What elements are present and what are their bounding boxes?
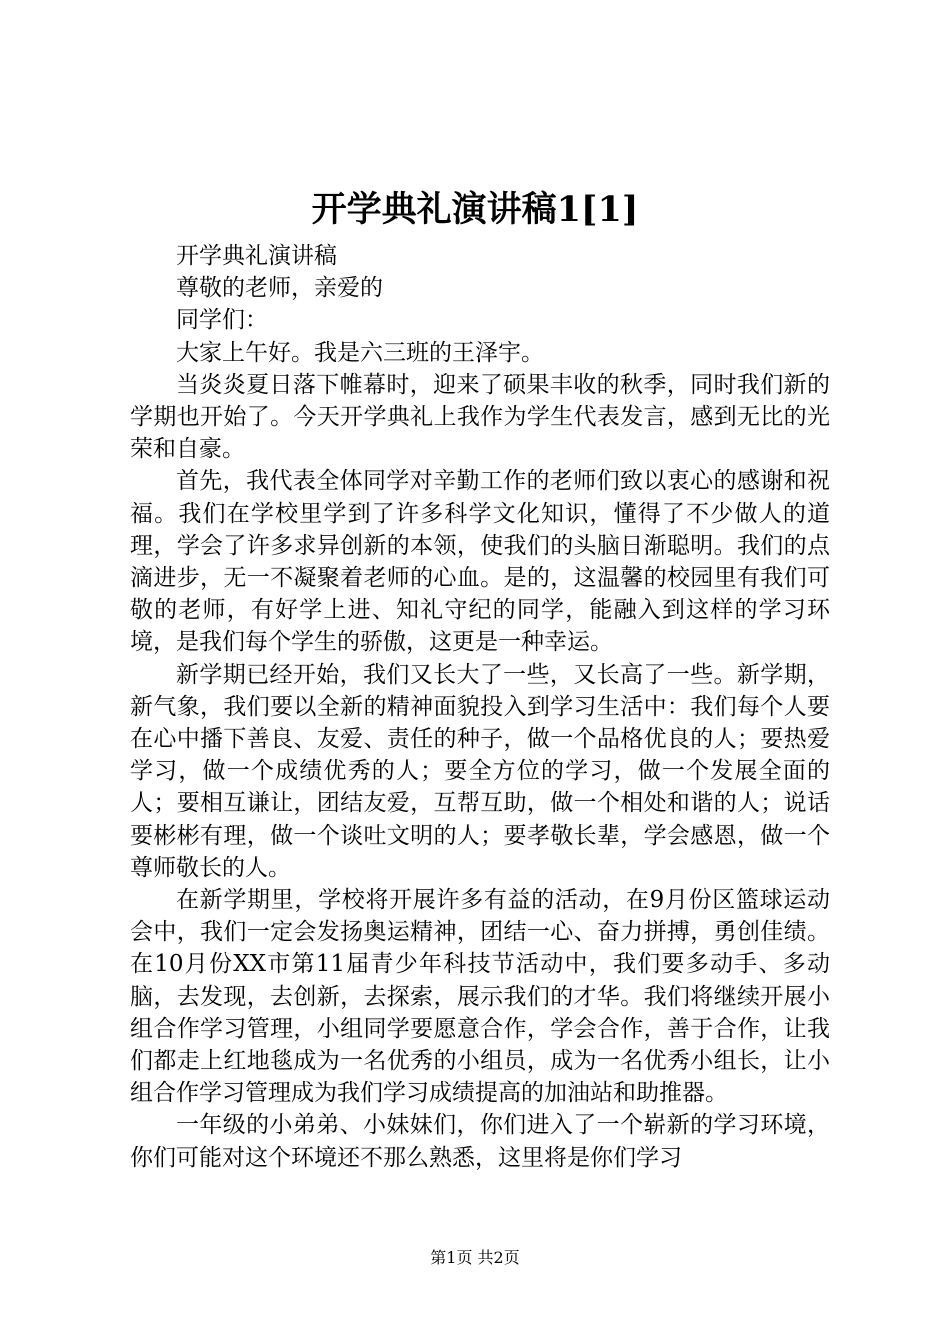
document-body [130,240,830,1174]
paragraph-body: 当炎炎夏日落下帷幕时，迎来了硕果丰收的秋季，同时我们新的学期也开始了。今天开学典礼上我作为学生代表发言，感到无比的光荣和自豪。 [130,371,830,463]
document-title: 开学典礼演讲稿1[1] [311,189,639,230]
paragraph-body: 新学期已经开始，我们又长大了一些，又长高了一些。新学期，新气象，我们要以全新的精神面貌投入到学习生活中：我们每个人要在心中播下善良、友爱、责任的种子，做一个品格优良的人；要热爱学习，做一个成绩优秀的人；要全方位的学习，做一个发展全面的人；要相互谦让，团结友爱，互帮互助，做一个相处和谐的人；说话要彬彬有理，做一个谈吐文明的人；要孝敬长辈，学会感恩，做一个尊师敬长的人。 [130,661,830,881]
paragraph-greeting: 大家上午好。我是六三班的王泽宇。 [176,339,544,366]
paragraph-salutation-2: 同学们： [176,307,268,334]
paragraph-body: 一年级的小弟弟、小妹妹们，你们进入了一个崭新的学习环境，你们可能对这个环境还不那么熟悉，这里将是你们学习 [130,1112,830,1171]
paragraph-body: 首先，我代表全体同学对辛勤工作的老师们致以衷心的感谢和祝福。我们在学校里学到了许多科学文化知识，懂得了不少做人的道理，学会了许多求异创新的本领，使我们的头脑日渐聪明。我们的点滴进步，无一不凝聚着老师的心血。是的，这温馨的校园里有我们可敬的老师，有好学上进、知礼守纪的同学，能融入到这样的学习环境，是我们每个学生的骄傲，这更是一种幸运。 [130,468,830,656]
paragraph-salutation-1: 尊敬的老师，亲爱的 [176,275,383,302]
paragraph-heading: 开学典礼演讲稿 [176,243,337,269]
paragraph-body: 在新学期里，学校将开展许多有益的活动，在9月份区篮球运动会中，我们一定会发扬奥运精神，团结一心、奋力拼搏，勇创佳绩。在10月份XX市第11届青少年科技节活动中，我们要多动手、多动脑，去发现，去创新，去探索，展示我们的才华。我们将继续开展小组合作学习管理，小组同学要愿意合作，学会合作，善于合作，让我们都走上红地毯成为一名优秀的小组员，成为一名优秀小组长，让小组合作学习管理成为我们学习成绩提高的加油站和助推器。 [130,887,830,1107]
page-footer: 第1页 共2页 [430,1248,520,1267]
